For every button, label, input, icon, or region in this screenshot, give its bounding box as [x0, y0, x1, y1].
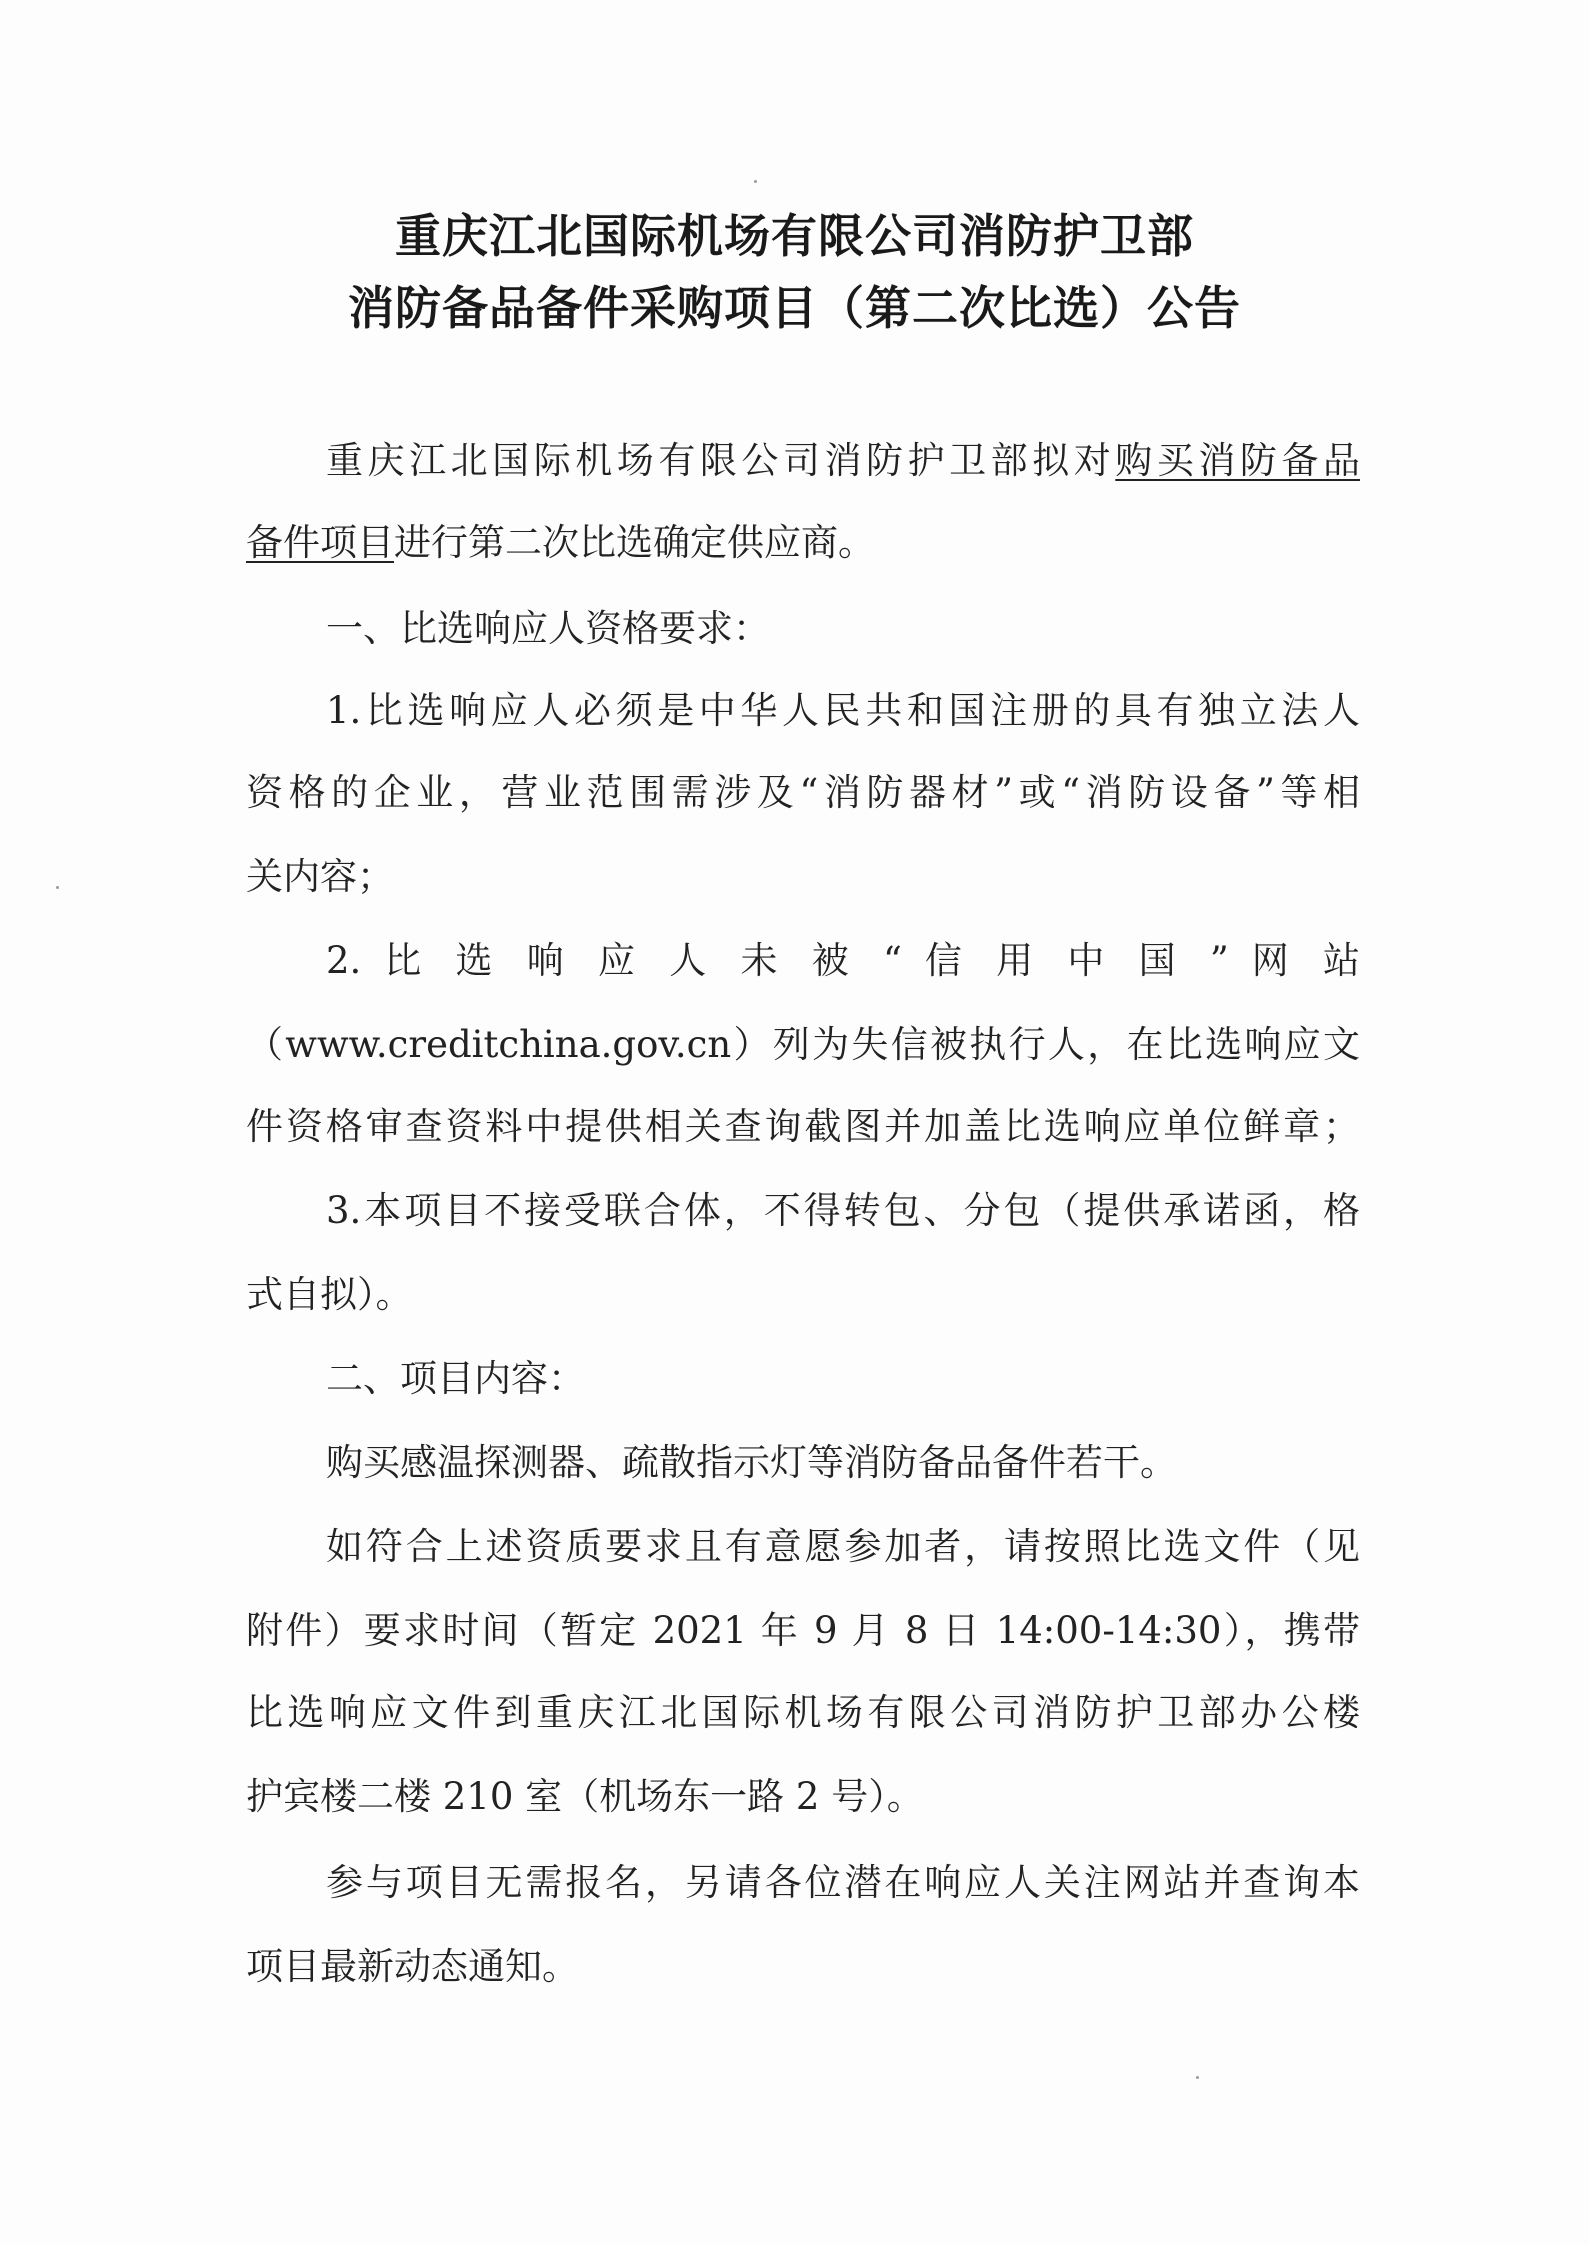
title-line-2: 消防备品备件采购项目（第二次比选）公告 [348, 281, 1241, 335]
item-2-line-1: 2. 比 选 响 应 人 未 被 “ 信 用 中 国 ” 网 站 [326, 939, 1360, 982]
item-3-line-2: 式自拟）。 [246, 1273, 413, 1316]
section-2-content: 购买感温探测器、疏散指示灯等消防备品备件若干。 [326, 1441, 1177, 1484]
project-name-underlined: 备件项目 [246, 521, 394, 564]
item-2-line-2: （www.creditchina.gov.cn）列为失信被执行人，在比选响应文 [246, 1023, 1360, 1066]
notice-line-1: 参与项目无需报名，另请各位潜在响应人关注网站并查询本 [326, 1861, 1360, 1904]
item-1-line-3: 关内容； [246, 855, 394, 898]
project-name-underlined: 购买消防备品 [1115, 439, 1361, 482]
instructions-line-2: 附件）要求时间（暂定 2021 年 9 月 8 日 14:00-14:30），携带 [246, 1609, 1360, 1652]
intro-line-1 [326, 436, 1360, 486]
item-1-line-1: 1.比选响应人必须是中华人民共和国注册的具有独立法人 [326, 689, 1360, 732]
instructions-line-4: 护宾楼二楼 210 室（机场东一路 2 号）。 [246, 1775, 924, 1818]
notice-line-2: 项目最新动态通知。 [246, 1945, 579, 1988]
intro-text: 进行第二次比选确定供应商。 [394, 521, 875, 564]
title-line-1: 重庆江北国际机场有限公司消防护卫部 [395, 209, 1194, 263]
scan-speck [1196, 2076, 1199, 2079]
section-2-heading: 二、项目内容： [326, 1357, 585, 1400]
instructions-line-3: 比选响应文件到重庆江北国际机场有限公司消防护卫部办公楼 [246, 1691, 1360, 1734]
instructions-line-1: 如符合上述资质要求且有意愿参加者，请按照比选文件（见 [326, 1525, 1360, 1568]
item-3-line-1: 3.本项目不接受联合体，不得转包、分包（提供承诺函，格 [326, 1189, 1360, 1232]
scan-speck [56, 886, 59, 889]
intro-line-2 [246, 518, 1360, 568]
intro-text: 重庆江北国际机场有限公司消防护卫部拟对 [326, 439, 1116, 482]
item-1-line-2: 资格的企业，营业范围需涉及“消防器材”或“消防设备”等相 [246, 771, 1360, 814]
section-1-heading: 一、比选响应人资格要求： [326, 607, 770, 650]
item-2-line-3: 件资格审查资料中提供相关查询截图并加盖比选响应单位鲜章； [246, 1105, 1360, 1148]
scan-speck [754, 180, 757, 183]
